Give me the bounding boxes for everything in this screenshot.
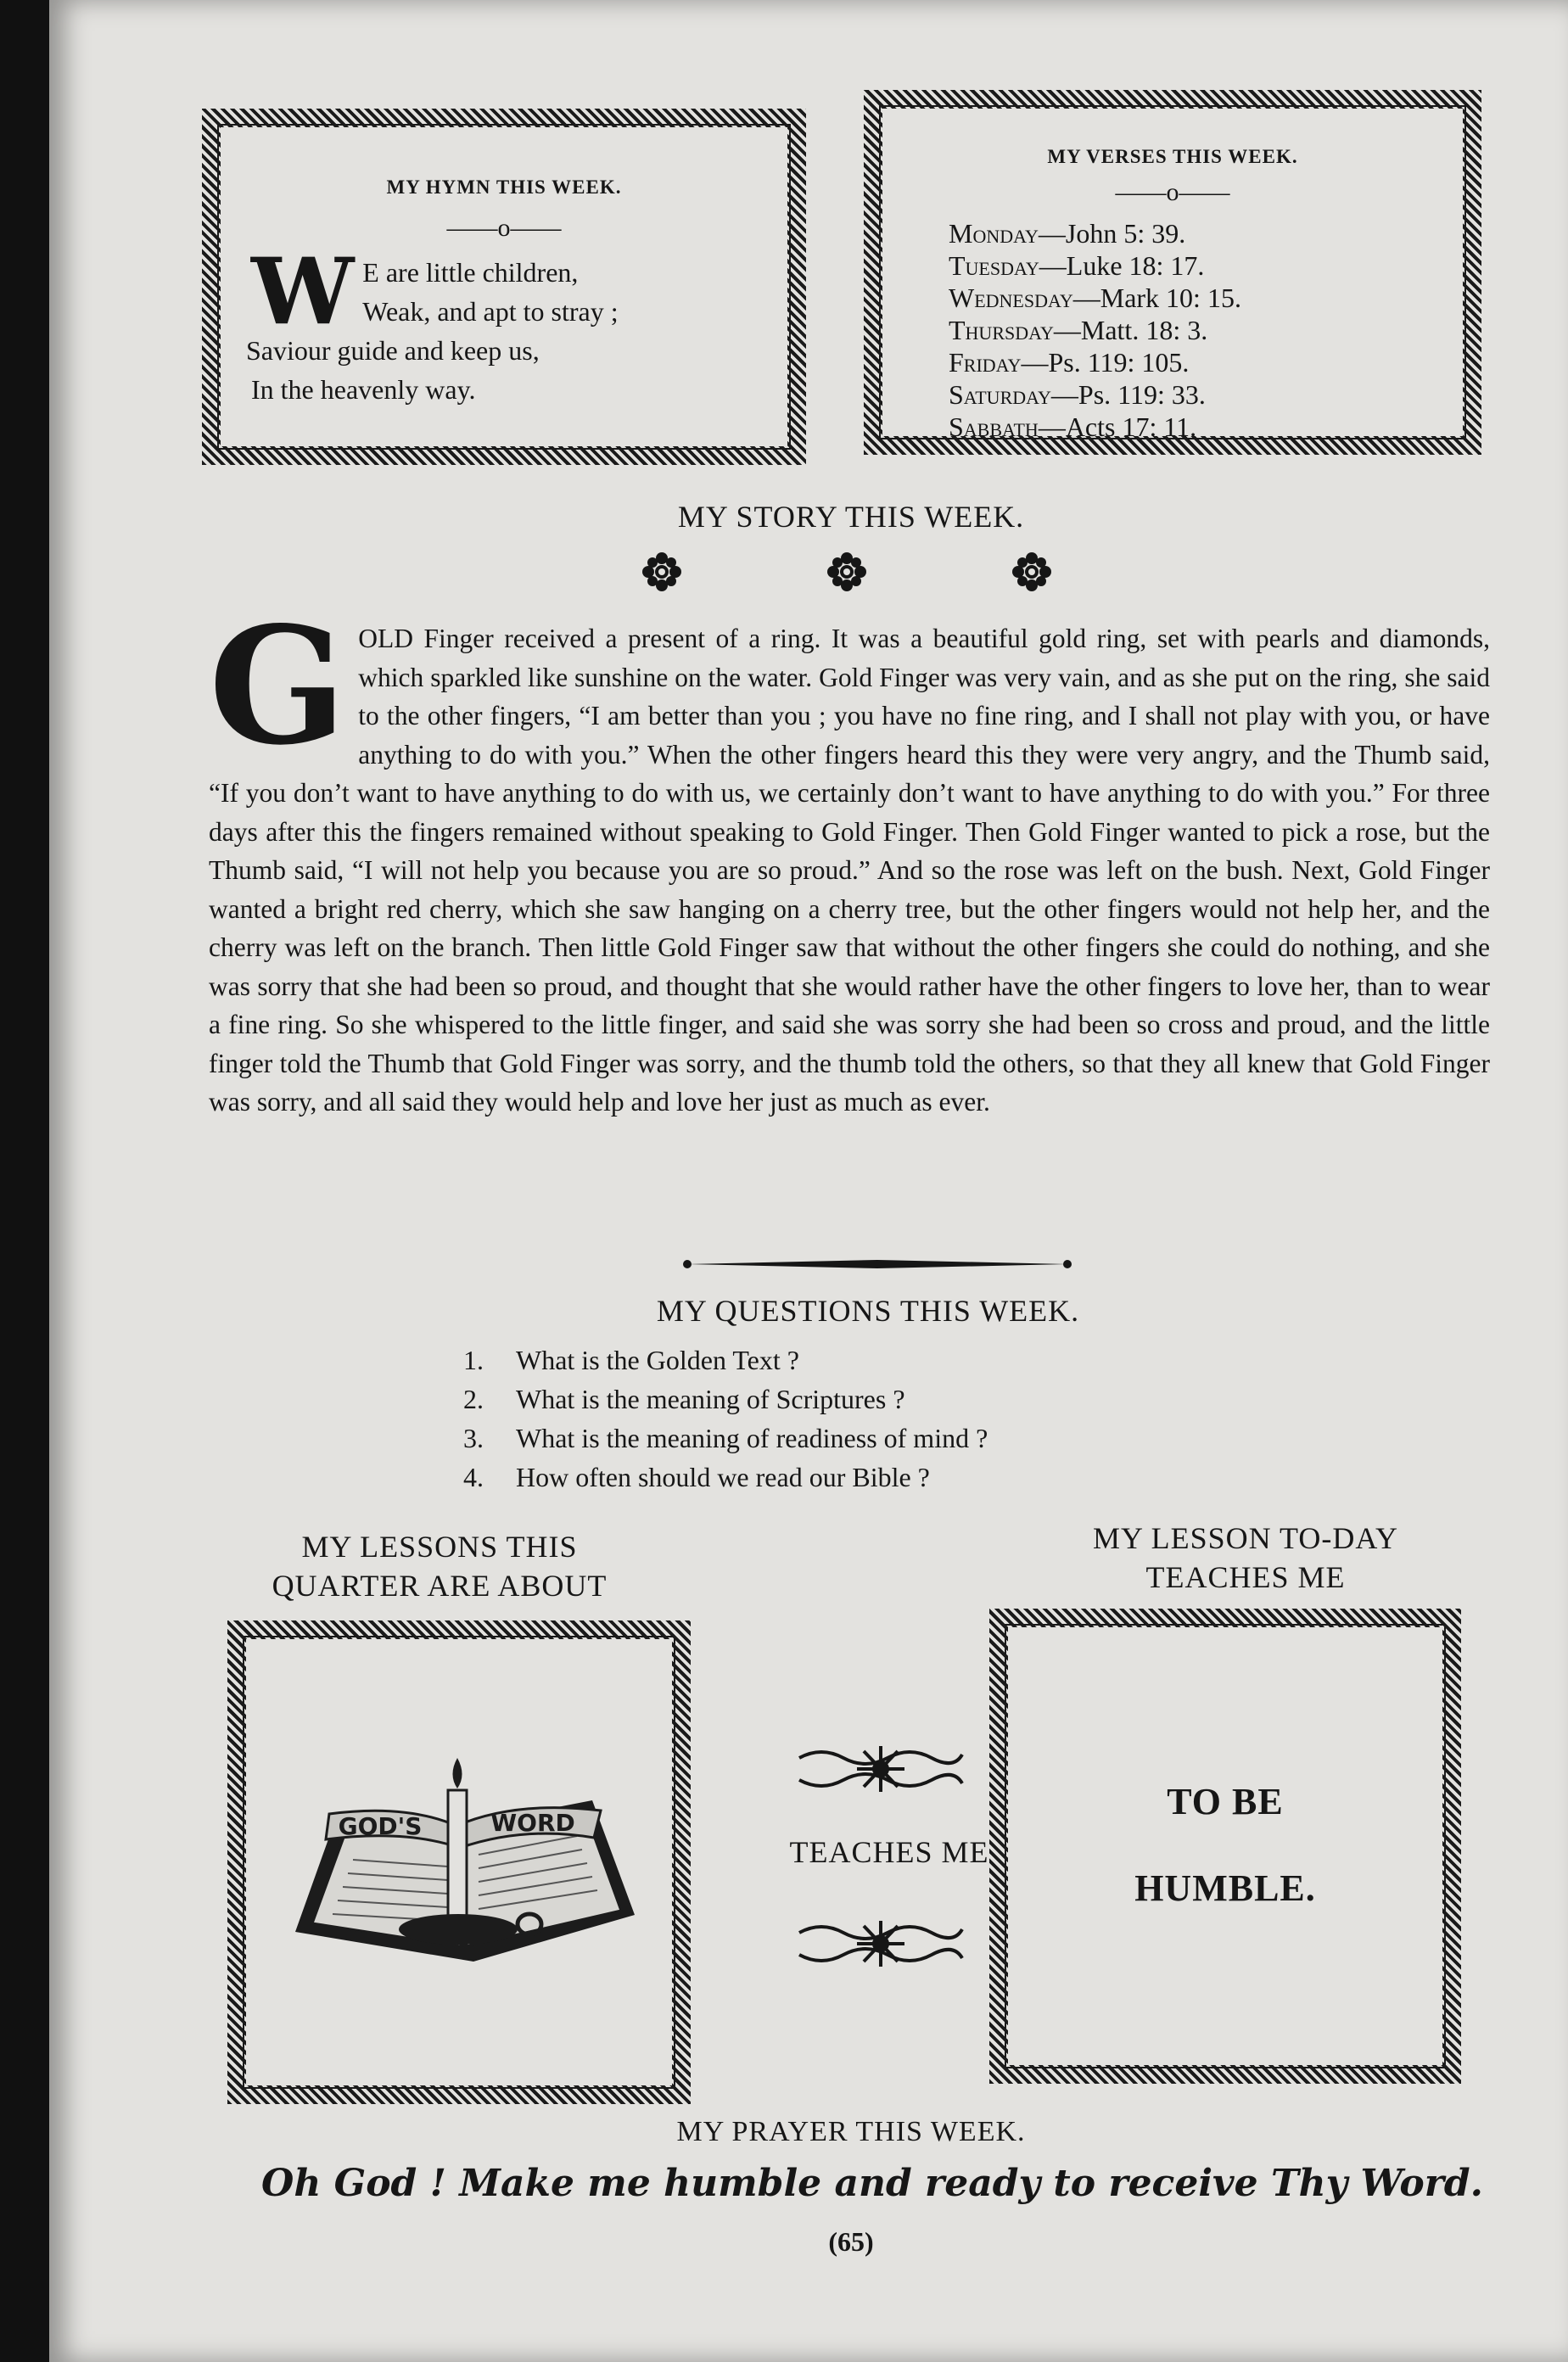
teaches-me-label: TEACHES ME bbox=[789, 1835, 989, 1869]
rosette-ornament-icon bbox=[640, 550, 684, 594]
answer-line-1: TO BE bbox=[1167, 1781, 1284, 1822]
story-dropcap: G bbox=[209, 591, 347, 781]
verse-thursday: Thursday—Matt. 18: 3. bbox=[949, 315, 1208, 345]
open-bible-candle-illustration bbox=[278, 1749, 652, 1987]
hymn-line-2: Weak, and apt to stray ; bbox=[362, 296, 619, 327]
verse-friday: Friday—Ps. 119: 105. bbox=[949, 347, 1190, 378]
lessons-quarter-heading: MY LESSONS THIS QUARTER ARE ABOUT bbox=[272, 1530, 608, 1603]
verses-separator: ——o—— bbox=[1115, 178, 1230, 206]
hymn-title: MY HYMN THIS WEEK. bbox=[386, 176, 622, 198]
verse-saturday: Saturday—Ps. 119: 33. bbox=[949, 379, 1206, 410]
verse-tuesday: Tuesday—Luke 18: 17. bbox=[949, 250, 1205, 281]
sun-ornament-icon bbox=[796, 1739, 966, 1799]
questions-list bbox=[463, 1341, 988, 1497]
story-ornaments bbox=[640, 550, 1115, 597]
verses-list bbox=[949, 217, 1241, 443]
story-text: OLD Finger received a present of a ring. It was a beautiful gold ring, set with pearls and diamonds, which sparkled like sunshine on the water. Gold Finger was very vain, and as she put on the ring, she said to the other fingers, “I am better than you ; you have no fine ring, and I shall not play with you, or have anything to do with you.” When the other fingers heard this they were very angry, and the Thumb said, “If you don’t want to have anything to do with us, we certainly don’t want to have anything to do with you.” For three days after this the fingers remained without speaking to Gold Finger. Then Gold Finger wanted to pick a rose, but the Thumb said, “I will not help you because you are so proud.” And so the rose was left on the bush. Next, Gold Finger wanted a bright red cherry, which she saw hanging on a cherry tree, but the other fingers would not help her, and the cherry was left on the branch. Then little Gold Finger saw that without the other fingers she could do nothing, and she was sorry that she had been so proud, and thought that she would rather have the other fingers to love her, than to wear a fine ring. So she whispered to the little finger, and said she was sorry she had been so cross and proud, and the little finger told the Thumb that Gold Finger was sorry, and the thumb told the others, so that they all knew that Gold Finger was sorry, and all said they would help and love her just as much as ever. bbox=[209, 624, 1490, 1117]
hymn-line-3: Saviour guide and keep us, bbox=[246, 335, 540, 366]
prayer-text: Oh God ! Make me humble and ready to receive Thy Word. bbox=[260, 2162, 1483, 2205]
hymn-box bbox=[202, 109, 806, 465]
hymn-dropcap: W bbox=[251, 238, 355, 345]
verse-sabbath: Sabbath—Acts 17: 11. bbox=[949, 411, 1197, 442]
questions-title: MY QUESTIONS THIS WEEK. bbox=[656, 1294, 1080, 1328]
hymnal-page bbox=[49, 0, 1568, 2362]
ornamental-divider bbox=[682, 1257, 1072, 1271]
question-item: 3. What is the meaning of readiness of mind ? bbox=[463, 1423, 988, 1453]
hymn-separator: ——o—— bbox=[446, 214, 562, 242]
bible-picture-box bbox=[227, 1620, 691, 2104]
rosette-ornament-icon bbox=[1010, 550, 1054, 594]
question-item: 4. How often should we read our Bible ? bbox=[463, 1462, 930, 1492]
lesson-today-heading: MY LESSON TO-DAY TEACHES ME bbox=[1092, 1521, 1399, 1594]
story-title: MY STORY THIS WEEK. bbox=[677, 500, 1025, 534]
hymn-verse bbox=[246, 238, 726, 409]
answer-line-2: HUMBLE. bbox=[1134, 1867, 1316, 1909]
lesson-answer-box bbox=[989, 1609, 1461, 2084]
rosette-ornament-icon bbox=[825, 550, 869, 594]
story-body bbox=[209, 591, 1490, 1122]
page-number: (65) bbox=[828, 2226, 874, 2257]
verses-title: MY VERSES THIS WEEK. bbox=[1047, 146, 1298, 167]
question-item: 2. What is the meaning of Scriptures ? bbox=[463, 1384, 905, 1414]
verse-monday: Monday—John 5: 39. bbox=[949, 218, 1186, 249]
question-item: 1. What is the Golden Text ? bbox=[463, 1345, 799, 1375]
hymn-line-1: E are little children, bbox=[362, 257, 579, 288]
bible-label-1: GOD'S bbox=[338, 1812, 423, 1840]
verses-box bbox=[864, 90, 1481, 455]
sun-ornament-icon bbox=[796, 1914, 966, 1973]
hymn-line-4: In the heavenly way. bbox=[251, 374, 476, 405]
verse-wednesday: Wednesday—Mark 10: 15. bbox=[949, 283, 1241, 313]
bible-label-2: WORD bbox=[490, 1809, 575, 1837]
prayer-title: MY PRAYER THIS WEEK. bbox=[676, 2116, 1026, 2147]
